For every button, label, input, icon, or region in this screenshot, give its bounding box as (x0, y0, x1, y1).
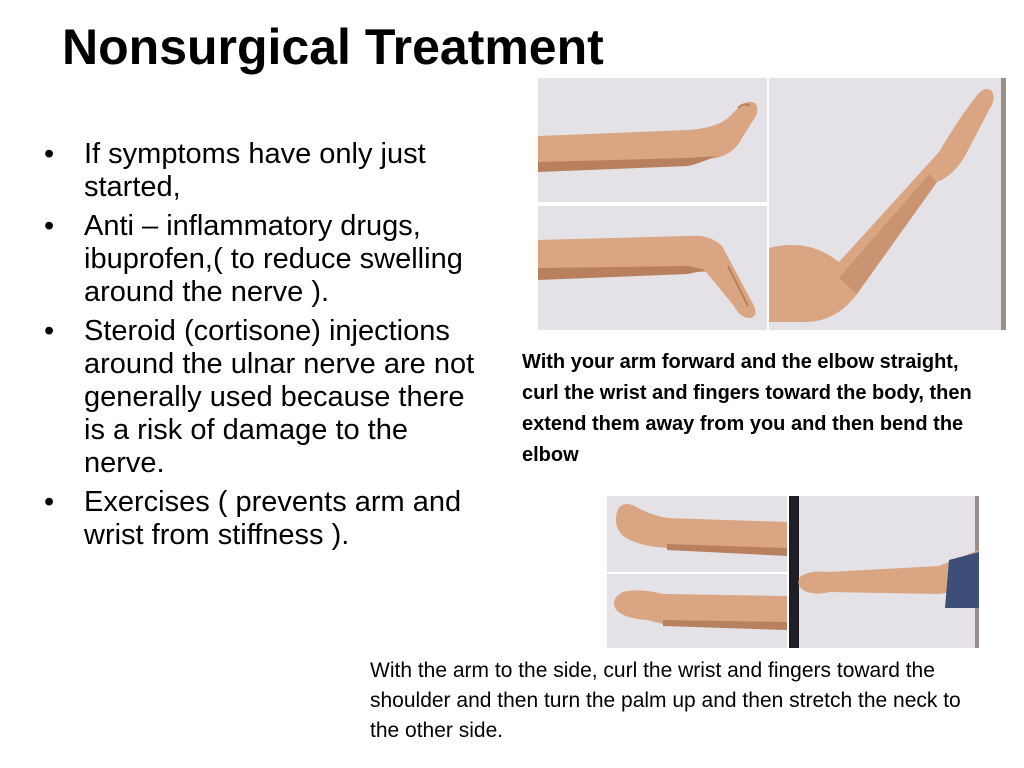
bullet-item (44, 138, 484, 204)
bullet-symbol: • (44, 315, 55, 347)
bottom-figure-caption: With the arm to the side, curl the wrist and fingers toward the shoulder and then turn the palm up and then stretch the neck to the other side. (370, 659, 961, 742)
bullet-text: Steroid (cortisone) injections around the ulnar nerve are not generally used because there is a risk of damage to the nerve. (84, 315, 475, 479)
photo-wrist-extend (538, 206, 767, 330)
slide-title: Nonsurgical Treatment (62, 19, 604, 75)
photo-side-neck-stretch (789, 496, 979, 648)
bullet-text: Anti – inflammatory drugs, ibuprofen,( to reduce swelling around the nerve ). (84, 210, 463, 308)
top-figure-caption: With your arm forward and the elbow straight, curl the wrist and fingers toward the body, then extend them away from you and then bend the elbow (522, 351, 972, 466)
bullet-text: Exercises ( prevents arm and wrist from stiffness ). (84, 486, 462, 551)
bullet-text: If symptoms have only just started, (84, 138, 426, 203)
photo-side-wrist-curl (607, 496, 787, 572)
bullet-item (44, 315, 484, 480)
bullet-item (44, 486, 484, 552)
photo-side-palm-up (607, 574, 787, 648)
photo-wrist-curl (538, 78, 767, 202)
bullet-symbol: • (44, 210, 55, 242)
bullet-item (44, 210, 484, 309)
bullet-symbol: • (44, 138, 55, 170)
bullet-list (44, 138, 484, 558)
photo-elbow-bend (769, 78, 1006, 330)
bullet-symbol: • (44, 486, 55, 518)
